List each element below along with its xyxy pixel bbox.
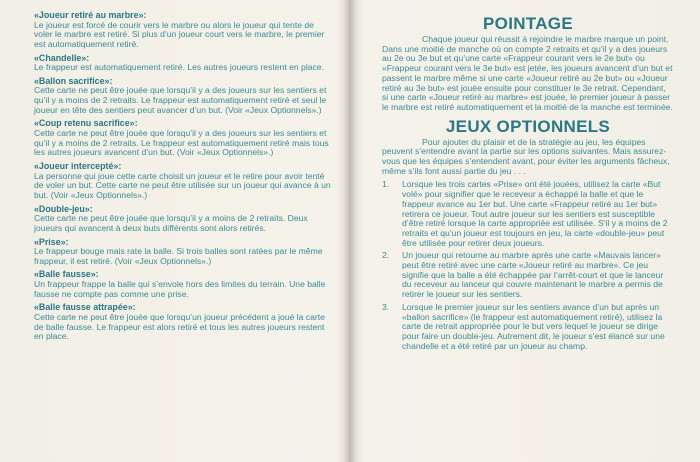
list-text: Un joueur qui retourne au marbre après une carte «Mauvais lancer» peut être retiré avec une carte «Joueur retiré au marbre». Ce jeu signifie que la balle a été échappée par l’arrêt-court et que le lanceur du receveur au lanceur qui couvre maintenant le marbre a permis de retirer le joueur sur les sentiers. — [402, 250, 664, 300]
jeux-optionnels-intro: Pour ajouter du plaisir et de la stratégie au jeu, les équipes peuvent s’entendre avant la partie sur les options suivantes. Mais assurez-vous que les équipes s’entendent avant, pour éviter les arguments fâcheux, même s’ils font aussi partie du jeu . . . — [382, 136, 670, 176]
entry-prise — [34, 237, 332, 267]
entry-title: «Balle fausse attrapée»: — [34, 302, 136, 313]
entry-title: «Prise»: — [34, 236, 69, 247]
list-number: 2. — [382, 250, 390, 261]
jeux-optionnels-heading: JEUX OPTIONNELS — [445, 116, 611, 136]
entry-body: Cette carte ne peut être jouée que lorsqu’un joueur précédent a joué la carte de balle fausse. Le frappeur est alors retiré et tous les autres joueurs restent en place. — [34, 311, 325, 342]
entry-joueur-retire-marbre — [34, 10, 332, 50]
entry-title: «Ballon sacrifice»: — [34, 75, 113, 86]
entry-body: Le joueur est forcé de courir vers le marbre ou alors le joueur qui tente de voler le marbre est retiré. Si plus d’un joueur court vers le marbre, le premier est automatiquement retiré. — [34, 19, 325, 49]
entry-title: «Balle fausse»: — [34, 269, 99, 280]
entry-chandelle — [34, 53, 332, 73]
entry-ballon-sacrifice — [34, 76, 332, 116]
entry-double-jeu — [34, 204, 332, 234]
list-number: 1. — [382, 179, 390, 190]
entry-balle-fausse — [34, 269, 332, 299]
entry-title: «Joueur intercepté»: — [34, 161, 122, 172]
right-page — [354, 0, 700, 462]
entry-body: Cette carte ne peut être jouée que lorsqu’il y a des joueurs sur les sentiers et qu’il y a moins de 2 retraits. Le frappeur est automatiquement retiré mais tous les autres joueurs avancent d’un but. (Voir «Jeux Optionnels».) — [34, 127, 329, 158]
entry-title: «Chandelle»: — [34, 52, 90, 63]
entry-body: Cette carte ne peut être jouée que lorsqu’il y a des joueurs sur les sentiers et qu’il y a moins de 2 retraits. Le frappeur est automatiquement retiré et seul le joueur en tête des sentiers peut avancer d’un but. (Voir «Jeux Optionnels».) — [34, 85, 327, 115]
pointage-paragraph: Chaque joueur qui réussit à rejoindre le marbre marque un point. Dans une moitié de manche où on compte 2 retraits et qu’il y a des joueurs au 2e ou 3e but et qu’une carte «Frappeur courant vers le 2e but» ou «Frappeur courant vers le 3e but» est jetée, les joueurs avancent d’un but et passent le marbre même si une carte «Joueur retiré au 2e but» ou «Joueur retiré au 3e but» est jouée ensuite pour constituer le 3e retrait. Cependant, si une carte «Joueur retiré au marbre» est jouée, le premier joueur à passer le marbre est retiré automatiquement et la moitié de la manche est terminée. — [382, 34, 673, 112]
left-page — [0, 0, 346, 462]
options-list — [382, 180, 674, 351]
entry-body: Un frappeur frappe la balle qui s’envole hors des limites du terrain. Une balle fausse ne compte pas comme une prise. — [34, 278, 326, 299]
list-item — [382, 251, 674, 300]
pointage-heading: POINTAGE — [483, 14, 573, 33]
entry-joueur-intercepte — [34, 161, 332, 201]
list-item — [382, 180, 674, 248]
list-text: Lorsque le premier joueur sur les sentiers avance d’un but après un «ballon sacrifice» (le frappeur est automatiquement retiré), utilisez la carte de retrait appropriée pour le but vers lequel le joueur se dirige pour faire un double-jeu. Autrement dit, le joueur s’est élancé sur une chandelle et a été retiré par un joueur au champ. — [402, 301, 665, 351]
entry-body: La personne qui joue cette carte choisit un joueur et le retire pour avoir tenté de voler un but. Cette carte ne peut être utilisée sur un joueur qui avance à un but. (Voir «Jeux Optionnels».) — [34, 170, 331, 200]
list-item — [382, 303, 674, 352]
entry-body: Le frappeur est automatiquement retiré. Les autres joueurs restent en place. — [34, 62, 324, 73]
list-text: Lorsque les trois cartes «Prise» ont été jouées, utilisez la carte «But volé» pour signifier que le receveur a échappé la balle et que le frappeur avance au 1er but. Une carte «Frappeur retiré au 1er but» retirera ce joueur. Tout autre joueur sur les sentiers est susceptible d’être retiré lorsque la carte appropriée est utilisée. S’il y a moins de 2 retraits et qu’un joueur est toujours en jeu, la carte «double-jeu» peut être utilisée pour retirer deux joueurs. — [402, 179, 668, 248]
entry-title: «Double-jeu»: — [34, 203, 93, 214]
entry-title: «Joueur retiré au marbre»: — [34, 10, 147, 20]
entry-coup-retenu-sacrifice — [34, 118, 332, 158]
entry-balle-fausse-attrapee — [34, 302, 332, 342]
entry-body: Le frappeur bouge mais rate la balle. Si trois balles sont ratées par le même frappeur, il est retiré. (Voir «Jeux Optionnels».) — [34, 246, 323, 266]
entry-title: «Coup retenu sacrifice»: — [34, 118, 138, 129]
list-number: 3. — [382, 301, 390, 312]
entry-body: Cette carte ne peut être jouée que lorsqu’il y a moins de 2 retraits. Deux joueurs qui avancent à deux buts différents sont alors retirés. — [34, 213, 308, 233]
